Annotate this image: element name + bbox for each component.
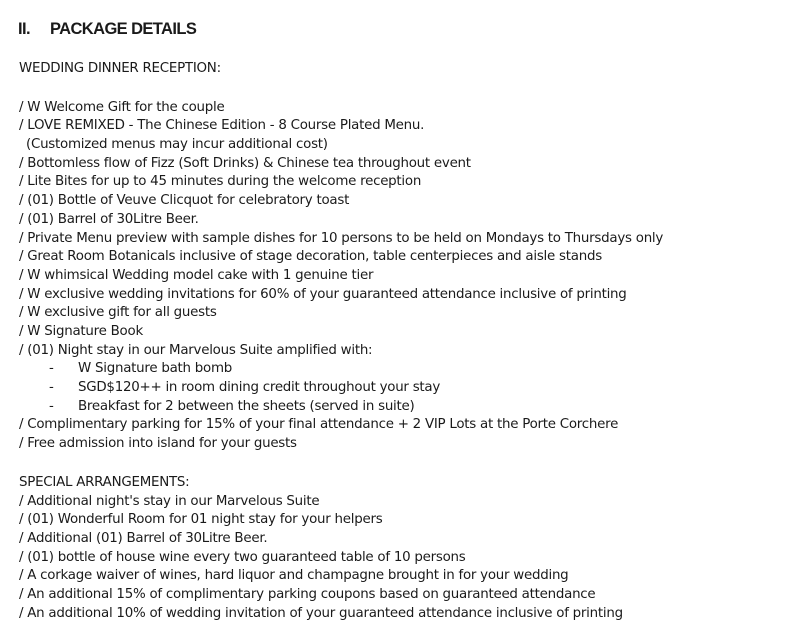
list-item: / Additional (01) Barrel of 30Litre Beer. [19, 531, 268, 547]
suite-subitem-text: SGD$120++ in room dining credit throughout your stay [78, 380, 441, 396]
section-number: II. [18, 20, 30, 38]
list-item: / Bottomless flow of Fizz (Soft Drinks) & Chinese tea throughout event [19, 155, 471, 171]
dash-bullet: - [49, 361, 54, 377]
list-item: / An additional 15% of complimentary parking coupons based on guaranteed attendance [19, 587, 596, 603]
list-item: / (01) bottle of house wine every two guaranteed table of 10 persons [19, 549, 466, 565]
special-arrangements-title: SPECIAL ARRANGEMENTS: [19, 475, 190, 490]
wedding-dinner-title: WEDDING DINNER RECEPTION: [19, 61, 221, 76]
list-item: / Great Room Botanicals inclusive of stage decoration, table centerpieces and aisle stands [19, 249, 602, 265]
suite-subitem-text: Breakfast for 2 between the sheets (served in suite) [78, 398, 415, 414]
section-heading [18, 20, 196, 39]
suite-subitem [19, 360, 789, 379]
list-item: / A corkage waiver of wines, hard liquor and champagne brought in for your wedding [19, 568, 569, 584]
list-item: / W Welcome Gift for the couple [19, 99, 225, 115]
dash-bullet: - [49, 380, 54, 396]
suite-subitem [19, 398, 789, 417]
list-item: / Lite Bites for up to 45 minutes during the welcome reception [19, 174, 422, 190]
list-item: / W Signature Book [19, 323, 143, 339]
suite-subitem [19, 379, 789, 398]
section-title: PACKAGE DETAILS [50, 20, 197, 38]
wedding-dinner-section [19, 60, 789, 454]
suite-subitem-text: W Signature bath bomb [78, 361, 233, 377]
list-item: / Additional night's stay in our Marvelous Suite [19, 493, 320, 509]
list-item: / W whimsical Wedding model cake with 1 genuine tier [19, 267, 374, 283]
list-item: / W exclusive gift for all guests [19, 305, 217, 321]
list-item: / W exclusive wedding invitations for 60% of your guaranteed attendance inclusive of printing [19, 286, 627, 302]
list-item-note: (Customized menus may incur additional cost) [26, 137, 328, 153]
list-item: / (01) Bottle of Veuve Clicquot for celebratory toast [19, 193, 350, 209]
list-item: / (01) Barrel of 30Litre Beer. [19, 211, 199, 227]
list-item: / (01) Night stay in our Marvelous Suite amplified with: [19, 342, 373, 358]
special-arrangements-section [19, 474, 789, 624]
dash-bullet: - [49, 398, 54, 414]
list-item: / Free admission into island for your guests [19, 436, 297, 452]
list-item: / (01) Wonderful Room for 01 night stay for your helpers [19, 512, 383, 528]
list-item: / LOVE REMIXED - The Chinese Edition - 8 Course Plated Menu. [19, 118, 425, 134]
list-item: / An additional 10% of wedding invitation of your guaranteed attendance inclusive of printing [19, 605, 623, 621]
list-item: / Private Menu preview with sample dishes for 10 persons to be held on Mondays to Thursdays only [19, 230, 664, 246]
list-item: / Complimentary parking for 15% of your final attendance + 2 VIP Lots at the Porte Corchere [19, 417, 619, 433]
